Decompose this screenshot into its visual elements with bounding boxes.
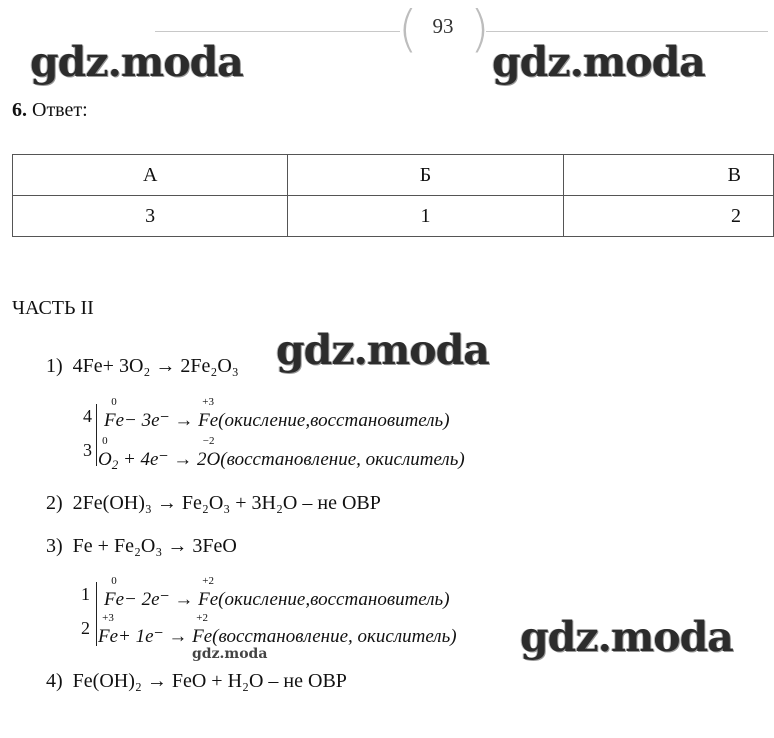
table-cell: 1 (288, 196, 563, 237)
electron-line-4 (98, 612, 457, 648)
reaction-1 (46, 355, 239, 378)
balance-coefficient: 1 (81, 584, 90, 604)
task-number: 6. (12, 99, 27, 121)
table-row (13, 196, 774, 237)
element: O (98, 449, 112, 470)
task-label: Ответ: (32, 99, 88, 121)
oxidation-state: 0 (111, 396, 117, 408)
element: Fe (192, 626, 213, 647)
balance-coefficient: 3 (83, 440, 92, 460)
process-note: (восстановление, окислитель) (220, 449, 465, 470)
table-header-cell: Б (288, 155, 563, 196)
arrow: ⁻ → (159, 589, 194, 610)
section-title: ЧАСТЬ II (12, 297, 94, 319)
process-note: (окисление,восстановитель) (218, 589, 450, 610)
oxidation-state: −2 (202, 435, 215, 447)
reaction-number: 2) (46, 492, 63, 514)
arrow: ⁻ → (153, 626, 188, 647)
arrow: ⁻ → (158, 449, 193, 470)
element: Fe (198, 589, 219, 610)
table-header-cell: А (13, 155, 288, 196)
reaction-number: 4) (46, 670, 63, 692)
reaction-3 (46, 535, 237, 558)
electrons: − 3e (124, 410, 160, 431)
reaction-number: 1) (46, 355, 63, 377)
subscript: 2 (111, 457, 119, 472)
watermark: gdz.moda (492, 38, 705, 86)
table-cell: 3 (13, 196, 288, 237)
reaction-4 (46, 670, 347, 693)
electrons: − 2e (124, 589, 160, 610)
oxidation-state: +3 (202, 396, 214, 408)
reaction-equation: 4Fe+ 3O₂ → 2Fe₂O₃ (72, 355, 239, 377)
arrow: ⁻ → (159, 410, 194, 431)
electrons: + 4e (118, 449, 159, 470)
reaction-equation: 2Fe(OH)₃ → Fe₂O₃ + 3H₂O – не ОВР (72, 492, 381, 514)
element: Fe (198, 410, 219, 431)
page-number: 93 (432, 14, 454, 38)
table-cell: 2 (563, 196, 773, 237)
balance-coefficient: 4 (83, 406, 92, 426)
header-rule-right (486, 31, 768, 32)
reaction-number: 3) (46, 535, 63, 557)
reaction-equation: Fe + Fe₂O₃ → 3FeO (72, 535, 237, 557)
reaction-equation: Fe(OH)₂ → FeO + H₂O – не ОВР (72, 670, 347, 692)
electron-line-1 (104, 396, 450, 432)
table-header-row (13, 155, 774, 196)
balance-bar (96, 582, 97, 646)
oxidation-state: +2 (196, 612, 208, 624)
process-note: (восстановление, окислитель) (212, 626, 457, 647)
element: Fe (98, 626, 119, 647)
reaction-2 (46, 492, 381, 515)
electron-line-3 (104, 575, 450, 611)
header-rule-left (155, 31, 400, 32)
answer-table (12, 154, 774, 237)
electrons: + 1e (118, 626, 154, 647)
element: Fe (104, 410, 125, 431)
watermark: gdz.moda (30, 38, 243, 86)
element: 2O (197, 449, 221, 470)
element: Fe (104, 589, 125, 610)
table-header-cell: В (563, 155, 773, 196)
oxidation-state: +2 (202, 575, 214, 587)
right-brace-decoration: ) (470, 0, 490, 58)
balance-coefficient: 2 (81, 618, 90, 638)
watermark: gdz.moda (520, 613, 733, 661)
balance-bar (96, 404, 97, 466)
oxidation-state: +3 (102, 612, 114, 624)
electron-line-2 (98, 435, 465, 473)
oxidation-state: 0 (111, 575, 117, 587)
watermark: gdz.moda (276, 326, 489, 374)
watermark-small: gdz.moda (192, 646, 268, 662)
process-note: (окисление,восстановитель) (218, 410, 450, 431)
task-6-heading (12, 99, 88, 122)
left-brace-decoration: ( (398, 0, 418, 58)
oxidation-state: 0 (102, 435, 108, 447)
